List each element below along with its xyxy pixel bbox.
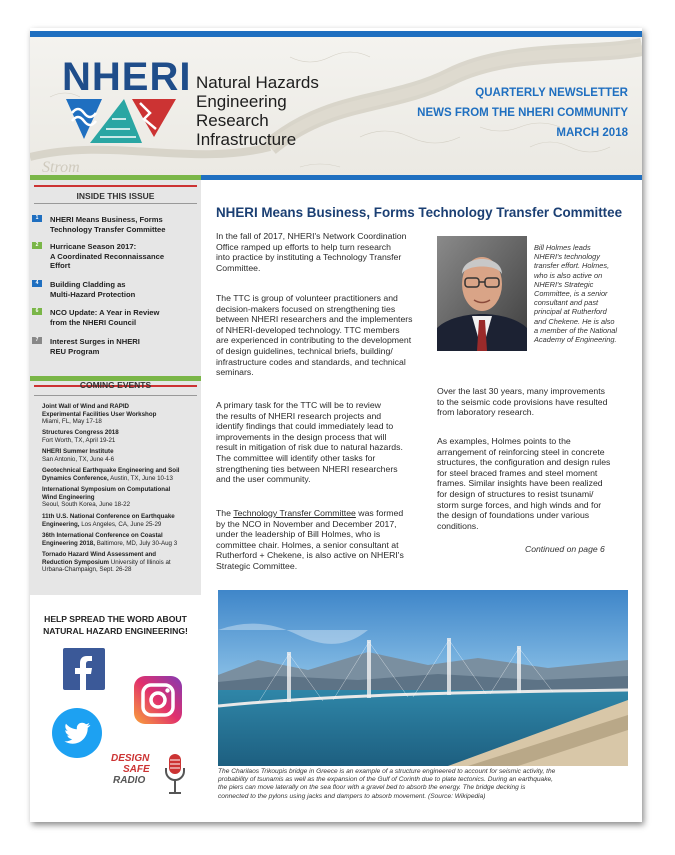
text-line: Rutherford + Chekene, is also active on NHERI's <box>216 550 404 561</box>
text-line: for steel braced frames and steel moment <box>437 467 598 478</box>
radio-logo-text: DESIGN <box>111 753 150 764</box>
text-line: the results of NHERI research projects and <box>216 410 382 421</box>
event-name: Tornado Hazard Wind Assessment and <box>42 551 157 558</box>
instagram-icon[interactable] <box>134 676 182 724</box>
caption-line: NHERI's Strategic <box>534 279 594 289</box>
caption-line: and Chekene. He is also <box>534 316 615 326</box>
toc-page-number: 4 <box>32 280 42 287</box>
event-name: Engineering, <box>42 520 80 528</box>
newsletter-page <box>30 28 642 822</box>
share-text: HELP SPREAD THE WORD ABOUT <box>44 614 187 624</box>
text-line: Office ramped up efforts to help turn research <box>216 241 391 252</box>
toc-item[interactable] <box>35 215 195 234</box>
text-line: under the leadership of Bill Holmes, who is <box>216 529 381 540</box>
toc-item[interactable] <box>35 280 195 299</box>
event-detail: Fort Worth, TX, April 19-21 <box>42 436 116 444</box>
caption-line: principal at Rutherford <box>534 307 607 317</box>
toc-item-label: Interest Surges in NHERI <box>50 337 140 346</box>
nheri-hazard-logo-icon <box>66 99 176 145</box>
toc-item-label: from the NHERI Council <box>50 317 137 327</box>
event-name: 36th International Conference on Coastal <box>42 532 163 539</box>
bill-holmes-photo <box>437 236 527 351</box>
text-line: into practice by instituting a Technology Transfer <box>216 252 402 263</box>
microphone-icon <box>165 752 185 796</box>
toc-item[interactable] <box>35 242 195 271</box>
caption-line: the piers can move laterally on the sea floor with a gravel bed to absorb the energy. The bridge decking is <box>218 784 526 792</box>
article-title: NHERI Means Business, Forms Technology Transfer Committee <box>216 205 623 220</box>
event-item <box>42 486 196 509</box>
toc-item-label: Technology Transfer Committee <box>50 224 166 234</box>
event-name: International Symposium on Computational <box>42 486 171 493</box>
article-paragraph <box>216 508 428 572</box>
caption-line: Committee, is a senior <box>534 289 608 299</box>
article-paragraph <box>216 293 428 378</box>
text-line: from laboratory research. <box>437 407 535 418</box>
text-line: arrangement of reinforcing steel in concrete <box>437 446 605 457</box>
issue-date: MARCH 2018 <box>556 127 628 139</box>
event-detail: Urbana-Champaign, Sept. 26-28 <box>42 566 132 574</box>
text-fragment: The <box>216 508 234 518</box>
org-name-line: Research <box>196 111 269 130</box>
text-line: improvements in the design process that will <box>216 431 387 442</box>
text-line: Strategic Committee. <box>216 560 298 571</box>
organization-name <box>196 73 319 149</box>
event-name: Joint Wall of Wind and RAPID <box>42 403 130 410</box>
caption-line: NHERI's technology <box>534 252 600 262</box>
toc-item-label: Building Cladding as <box>50 280 126 289</box>
event-name: Reduction Symposium <box>42 558 110 566</box>
caption-line: The Charilaos Trikoupis bridge in Greece is an example of a structure engineered to account for seismic activity, the <box>218 768 556 775</box>
bridge-photo-caption <box>218 768 630 801</box>
event-detail: Los Angeles, CA, June 25-29 <box>79 520 162 528</box>
toc-item-label: A Coordinated Reconnaissance <box>50 251 165 261</box>
text-line: and the user community. <box>216 474 311 485</box>
toc-item[interactable] <box>35 308 195 327</box>
text-line: conditions. <box>437 520 479 531</box>
event-name: 11th U.S. National Conference on Earthquake <box>42 513 175 520</box>
text-line: As examples, Holmes points to the <box>437 436 571 446</box>
svg-text:Strom: Strom <box>42 159 80 175</box>
event-name: Wind Engineering <box>42 493 95 501</box>
masthead <box>30 37 642 175</box>
text-line: identify findings that could immediately lead to <box>216 421 394 432</box>
masthead-bottom-bar <box>201 175 642 180</box>
sidebar-green-bar <box>30 175 201 180</box>
toc-item-label: NHERI Means Business, Forms <box>50 215 163 224</box>
event-detail: Miami, FL, May 17-18 <box>42 418 102 426</box>
event-detail: Austin, TX, June 10-13 <box>108 474 173 482</box>
article-paragraph <box>216 231 426 273</box>
toc-item-label: Hurricane Season 2017: <box>50 242 137 251</box>
coming-events-heading: COMING EVENTS <box>79 380 152 390</box>
article-paragraph <box>437 436 637 531</box>
text-line: between NHERI researchers and the implementers <box>216 314 413 325</box>
event-detail: University of Illinois at <box>109 558 171 566</box>
article-paragraph <box>437 386 637 418</box>
event-name: Geotechnical Earthquake Engineering and Soil <box>42 467 180 474</box>
sidebar-divider <box>34 395 197 396</box>
event-detail: San Antonio, TX, June 4-6 <box>42 455 115 463</box>
text-line: seminars. <box>216 367 254 378</box>
text-line: are experienced in contributing to the development <box>216 335 412 346</box>
nheri-logo-text: NHERI <box>62 55 192 99</box>
portrait-image <box>437 236 527 351</box>
caption-line: probability of tsunamis as well as the expansion of the Gulf of Corinth due to plate tectonics. During an earthquake, <box>218 776 554 784</box>
org-name-line: Infrastructure <box>196 130 297 149</box>
text-line: for design of structures to resist tsunami/ <box>437 488 594 499</box>
text-line: A primary task for the TTC will be to review <box>216 400 381 410</box>
caption-line: connected to the pylons using jacks and dampers to absorb movement. (Source: Wikipedia) <box>218 792 486 800</box>
text-line: strengthening ties between NHERI researchers <box>216 463 398 474</box>
text-line: structures, the configuration and design rules <box>437 457 611 468</box>
text-line <box>216 508 428 519</box>
sidebar-red-rule <box>34 185 197 187</box>
bridge-photo <box>218 590 628 766</box>
event-name: NHERI Summer Institute <box>42 448 114 455</box>
toc-item-label: NCO Update: A Year in Review <box>50 308 160 317</box>
org-name-line: Engineering <box>196 92 287 111</box>
event-name: Structures Congress 2018 <box>42 429 119 436</box>
text-fragment: was formed <box>355 508 404 518</box>
text-line: In the fall of 2017, NHERI's Network Coordination <box>216 231 407 241</box>
inside-this-issue-heading: INSIDE THIS ISSUE <box>76 191 155 201</box>
text-line: storm surge forces, and high winds and for <box>437 499 602 510</box>
text-line: result in mitigation of risk due to natural hazards. <box>216 442 403 453</box>
text-line: frames. Similar insights have been realized <box>437 478 603 489</box>
toc-page-number: 7 <box>32 337 42 344</box>
radio-logo-text: SAFE <box>123 764 150 775</box>
text-line: by the NCO in November and December 2017, <box>216 518 397 529</box>
event-item <box>42 429 196 444</box>
toc-page-number: 6 <box>32 308 42 315</box>
caption-line: Academy of Engineering. <box>534 335 617 345</box>
caption-line: Bill Holmes leads <box>534 243 591 252</box>
event-item <box>42 448 196 463</box>
caption-line: transfer effort. Holmes, <box>534 261 610 271</box>
radio-logo-text: RADIO <box>113 775 146 786</box>
toc-item-label: Multi-Hazard Protection <box>50 289 136 299</box>
text-line: committee chair. Holmes, a senior consultant at <box>216 539 399 550</box>
share-callout <box>30 613 201 637</box>
toc-item[interactable] <box>35 337 195 356</box>
event-name: Dynamics Conference, <box>42 474 109 482</box>
text-line: decision-makers focused on strengthening ties <box>216 303 396 314</box>
twitter-icon[interactable] <box>52 708 102 758</box>
event-item <box>42 467 196 482</box>
event-item <box>42 532 196 547</box>
event-detail: Seoul, South Korea, June 18-22 <box>42 501 131 509</box>
text-line: Over the last 30 years, many improvements <box>437 386 606 396</box>
text-line: of design guidelines, technical briefs, building/ <box>216 345 393 356</box>
newsletter-issue-info <box>417 83 628 143</box>
event-name: Engineering 2018, <box>42 539 95 547</box>
toc-item-label: Effort <box>50 261 71 270</box>
facebook-icon[interactable] <box>63 648 105 690</box>
caption-line: a member of the National <box>534 325 617 335</box>
photo-caption <box>534 243 634 344</box>
text-line: Committee. <box>216 262 261 273</box>
text-line: The committee will identify other tasks for <box>216 452 376 463</box>
toc-item-label: REU Program <box>50 346 100 356</box>
ttc-link[interactable]: Technology Transfer Committee <box>233 508 356 518</box>
share-text: NATURAL HAZARD ENGINEERING! <box>43 626 188 636</box>
sidebar <box>30 175 201 595</box>
org-name-line: Natural Hazards <box>196 73 319 92</box>
event-detail: Baltimore, MD, July 30-Aug 3 <box>94 539 178 547</box>
event-item <box>42 513 196 528</box>
article-paragraph <box>216 400 428 485</box>
event-item <box>42 403 196 426</box>
caption-line: who is also active on <box>534 270 603 280</box>
caption-line: consultant and past <box>534 298 599 308</box>
text-line: of NHERI-developed technology. TTC members <box>216 324 400 335</box>
event-name: Experimental Facilities User Workshop <box>42 410 157 418</box>
event-item <box>42 551 196 574</box>
text-line: The TTC is group of volunteer practitioners and <box>216 293 398 303</box>
newsletter-subtitle: NEWS FROM THE NHERI COMMUNITY <box>417 107 628 119</box>
text-line: to the seismic code provisions have resulted <box>437 396 608 407</box>
newsletter-type: QUARTERLY NEWSLETTER <box>475 87 628 99</box>
text-line: infrastructure codes and standards, and technical <box>216 356 406 367</box>
sidebar-divider <box>34 203 197 204</box>
toc-page-number: 1 <box>32 215 42 222</box>
continued-link[interactable]: Continued on page 6 <box>525 544 605 554</box>
design-safe-radio-logo[interactable] <box>111 752 191 800</box>
toc-page-number: 2 <box>32 242 42 249</box>
text-line: the design of foundations under various <box>437 510 590 521</box>
